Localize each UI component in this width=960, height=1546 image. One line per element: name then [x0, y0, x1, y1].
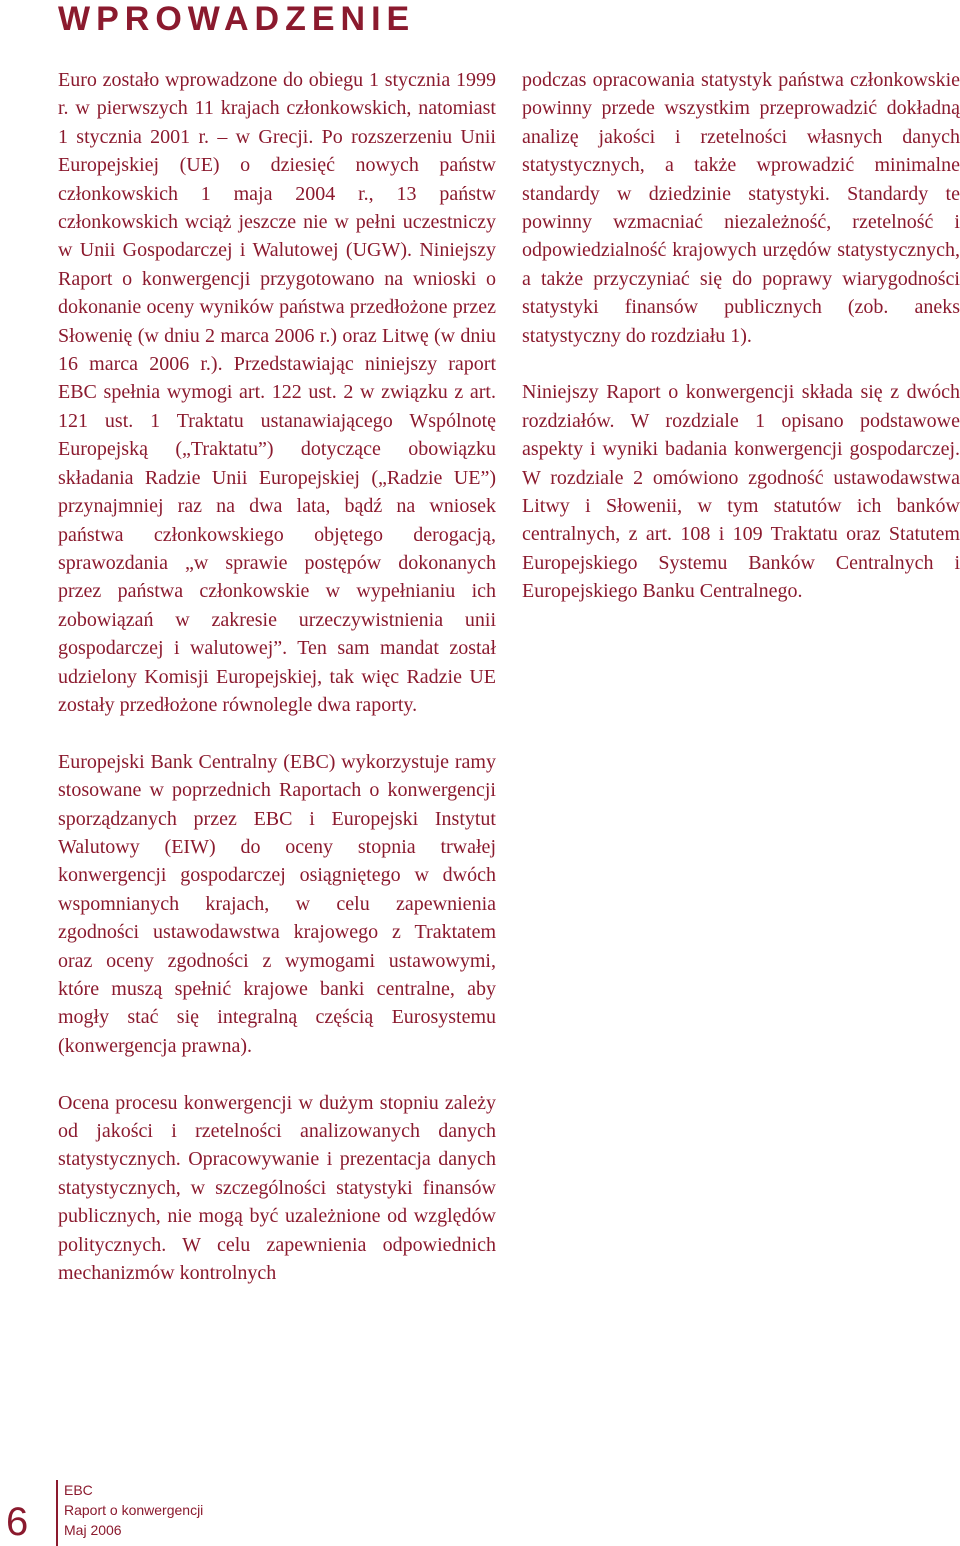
footer-divider [56, 1480, 58, 1546]
paragraph-structure: Niniejszy Raport o konwergencji składa się z dwóch rozdziałów. W rozdziale 1 opisano podstawowe aspekty i wyniki badania konwergencji gospodarczej. W rozdziale 2 omówiono zgodność ustawodawstwa Litwy i Słowenii, w tym statutów ich banków centralnych, z art. 108 i 109 Traktatu oraz Statutem Europejskiego Systemu Banków Centralnych i Europejskiego Banku Centralnego. [522, 381, 960, 603]
left-column [58, 66, 496, 1316]
footer-publication-info [64, 1480, 203, 1540]
paragraph-intro: Euro zostało wprowadzone do obiegu 1 stycznia 1999 r. w pierwszych 11 krajach członkowskich, natomiast 1 stycznia 2001 r. – w Grecji. Po rozszerzeniu Unii Europejskiej (UE) o dziesięć nowych państw członkowskich 1 maja 2004 r., 13 państw członkowskich wciąż jeszcze nie w pełni uczestniczy w Unii Gospodarczej i Walutowej (UGW). Niniejszy Raport o konwergencji przygotowano na wnioski o dokonanie oceny wyników państwa przedłożone przez Słowenię (w dniu 2 marca 2006 r.) oraz Litwę (w dniu 16 marca 2006 r.). Przedstawiając niniejszy raport EBC spełnia wymogi art. 122 ust. 2 w związku z art. 121 ust. 1 Traktatu ustanawiającego Wspólnotę Europejską („Traktatu”) dotyczące obowiązku składania Radzie Unii Europejskiej („Radzie UE”) przynajmniej raz na dwa lata, bądź na wniosek państwa członkowskiego objętego derogacją, sprawozdania „w sprawie postępów dokonanych przez państwa członkowskie w wypełnianiu ich zobowiązań w zakresie urzeczywistnienia unii gospodarczej i walutowej”. Ten sam mandat został udzielony Komisji Europejskiej, tak więc Radzie UE zostały przedłożone równolegle dwa raporty. [58, 69, 496, 716]
right-column [522, 66, 960, 634]
footer-date: Maj 2006 [64, 1522, 122, 1538]
page-number: 6 [6, 1500, 29, 1544]
page-title: WPROWADZENIE [58, 0, 416, 38]
footer-publication: Raport o konwergencji [64, 1502, 204, 1518]
footer-org: EBC [64, 1482, 93, 1498]
paragraph-statistics: Ocena procesu konwergencji w dużym stopniu zależy od jakości i rzetelności analizowanych danych statystycznych. Opracowywanie i prezentacja danych statystycznych, w szczególności statystyki finansów publicznych, nie mogą być uzależnione od względów politycznych. W celu zapewnienia odpowiednich mechanizmów kontrolnych [58, 1091, 496, 1285]
paragraph-framework: Europejski Bank Centralny (EBC) wykorzystuje ramy stosowane w poprzednich Raportach o konwergencji sporządzanych przez EBC i Europejski Instytut Walutowy (EIW) do oceny stopnia trwałej konwergencji gospodarczej osiągniętego w dwóch wspomnianych krajach, w celu zapewnienia zgodności ustawodawstwa krajowego z Traktatem oraz oceny zgodności z wymogami ustawowymi, które muszą spełnić krajowe banki centralne, aby mogły stać się integralną częścią Eurosystemu (konwergencja prawna). [58, 750, 496, 1057]
paragraph-statistics-continued: podczas opracowania statystyk państwa członkowskie powinny przede wszystkim przeprowadzić dokładną analizę jakości i rzetelności własnych danych statystycznych, a także wprowadzić minimalne standardy w dziedzinie statystyki. Standardy te powinny wzmacniać niezależność, rzetelność i odpowiedzialność krajowych urzędów statystycznych, a także przyczyniać się do poprawy wiarygodności statystyki finansów publicznych (zob. aneks statystyczny do rozdziału 1). [522, 69, 960, 347]
